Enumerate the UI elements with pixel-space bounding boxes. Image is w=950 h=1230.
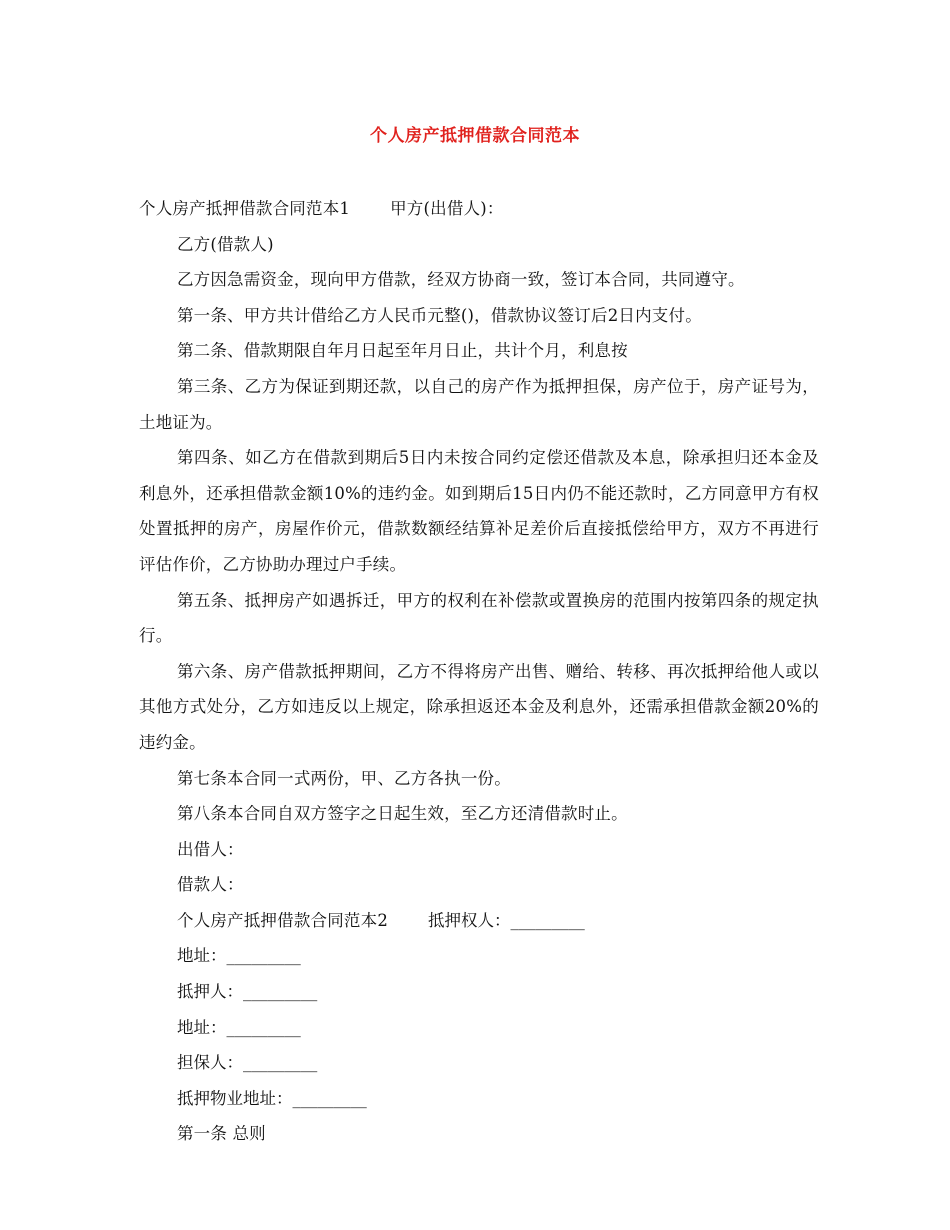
paragraph-article-1: 第一条、甲方共计借给乙方人民币元整()，借款协议签订后2日内支付。 [176,305,702,325]
paragraph-borrower-party: 乙方(借款人) [176,234,274,254]
template-2-line [139,903,819,939]
document-title: 个人房产抵押借款合同范本 [370,126,580,146]
paragraph-article-6: 第六条、房产借款抵押期间，乙方不得将房产出售、赠给、转移、再次抵押给他人或以其他方式处分，乙方如违反以上规定，除承担返还本金及利息外，还需承担借款金额20%的违约金。 [139,661,819,752]
paragraph-article-8: 第八条本合同自双方签字之日起生效，至乙方还清借款时止。 [176,804,628,824]
mortgagee-field: 抵押权人：_________ [428,910,585,930]
header-line [139,191,819,227]
article-1-general: 第一条 总则 [176,1124,266,1144]
paragraph-intro: 乙方因急需资金，现向甲方借款，经双方协商一致，签订本合同，共同遵守。 [176,270,745,290]
paragraph-article-2: 第二条、借款期限自年月日起至年月日止，共计个月，利息按 [176,341,628,361]
guarantor-field: 担保人：_________ [176,1053,318,1073]
lender-signature-line: 出借人： [176,839,244,859]
lender-party-label: 甲方(出借人)： [390,199,504,218]
paragraph-article-7: 第七条本合同一式两份，甲、乙方各执一份。 [176,768,511,788]
document-body [139,191,819,1152]
borrower-signature-line: 借款人： [176,875,244,895]
paragraph-article-3: 第三条、乙方为保证到期还款，以自己的房产作为抵押担保，房产位于，房产证号为，土地证为。 [139,376,819,432]
paragraph-article-5: 第五条、抵押房产如遇拆迁，甲方的权利在补偿款或置换房的范围内按第四条的规定执行。 [139,590,819,646]
address-field: 地址：_________ [176,946,301,966]
template-1-heading: 个人房产抵押借款合同范本1 [139,199,351,218]
address-field-2: 地址：_________ [176,1017,301,1037]
property-address-field: 抵押物业地址：_________ [176,1088,367,1108]
template-2-heading: 个人房产抵押借款合同范本2 [176,910,389,930]
paragraph-article-4: 第四条、如乙方在借款到期后5日内未按合同约定偿还借款及本息，除承担归还本金及利息外，还承担借款金额10%的违约金。如到期后15日内仍不能还款时，乙方同意甲方有权处置抵押的房产，房屋作价元，借款数额经结算补足差价后直接抵偿给甲方，双方不再进行评估作价，乙方协助办理过户手续。 [139,448,819,574]
mortgagor-field: 抵押人：_________ [176,982,318,1002]
